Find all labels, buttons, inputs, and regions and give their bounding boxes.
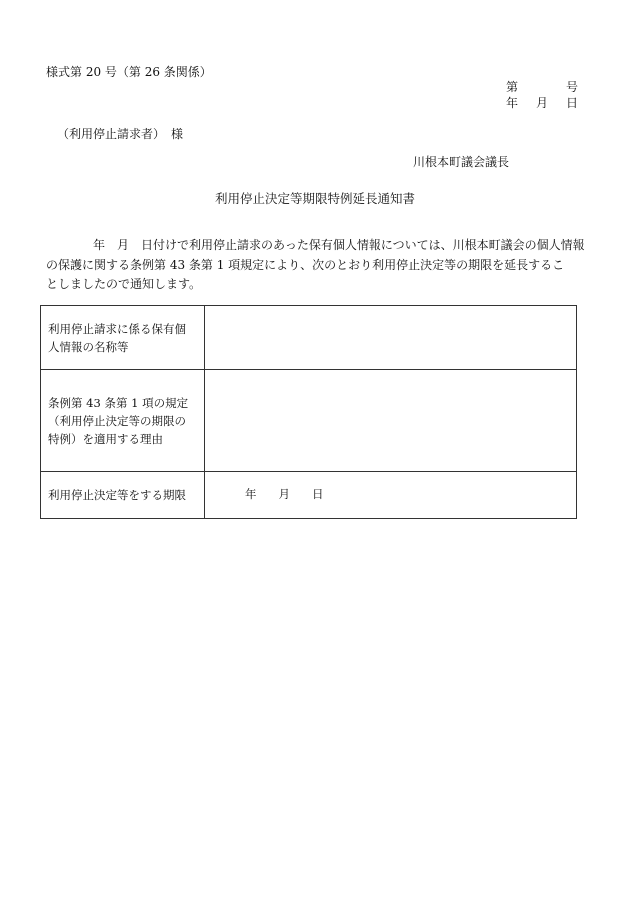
- table-row: [41, 472, 577, 519]
- decision-deadline-label: 利用停止決定等をする期限: [41, 472, 205, 519]
- label-line: 特例）を適用する理由: [48, 431, 163, 446]
- document-title: 利用停止決定等期限特例延長通知書: [214, 191, 415, 206]
- notice-body: [46, 236, 585, 295]
- decision-deadline-value: [205, 472, 577, 519]
- notice-body-line-2: の保護に関する条例第 43 条第 1 項規定により、次のとおり利用停止決定等の期限を延長するこ: [46, 257, 565, 272]
- label-line: （利用停止決定等の期限の: [48, 413, 186, 428]
- form-number: 様式第 20 号（第 26 条関係）: [46, 65, 212, 79]
- notice-body-line-3: としましたので通知します。: [46, 277, 202, 291]
- label-line: 条例第 43 条第 1 項の規定: [48, 395, 189, 410]
- document-number-suffix: 号: [566, 80, 579, 94]
- label-line: 人情報の名称等: [48, 339, 129, 354]
- issue-date-day: 日: [566, 96, 579, 110]
- extension-details-table: [40, 305, 577, 519]
- personal-info-name-label: [41, 306, 205, 370]
- document-number-prefix: 第: [506, 80, 519, 94]
- personal-info-name-value: [205, 306, 577, 370]
- notice-body-line: [46, 236, 585, 256]
- table-row: [41, 370, 577, 472]
- addressee: （利用停止請求者） 様: [57, 127, 184, 141]
- table-row: [41, 306, 577, 370]
- deadline-month: 月: [278, 487, 290, 502]
- deadline-year: 年: [245, 487, 257, 502]
- label-line: 利用停止請求に係る保有個: [48, 321, 186, 336]
- sender: 川根本町議会議長: [413, 155, 510, 169]
- issue-date-month: 月: [536, 96, 549, 110]
- issue-date-year: 年: [506, 96, 519, 110]
- extension-reason-value: [205, 370, 577, 472]
- extension-reason-label: [41, 370, 205, 472]
- deadline-date-fields: [213, 489, 576, 501]
- notice-body-line-1: 年 月 日付けで利用停止請求のあった保有個人情報については、川根本町議会の個人情報: [93, 238, 585, 252]
- deadline-day: 日: [312, 487, 324, 502]
